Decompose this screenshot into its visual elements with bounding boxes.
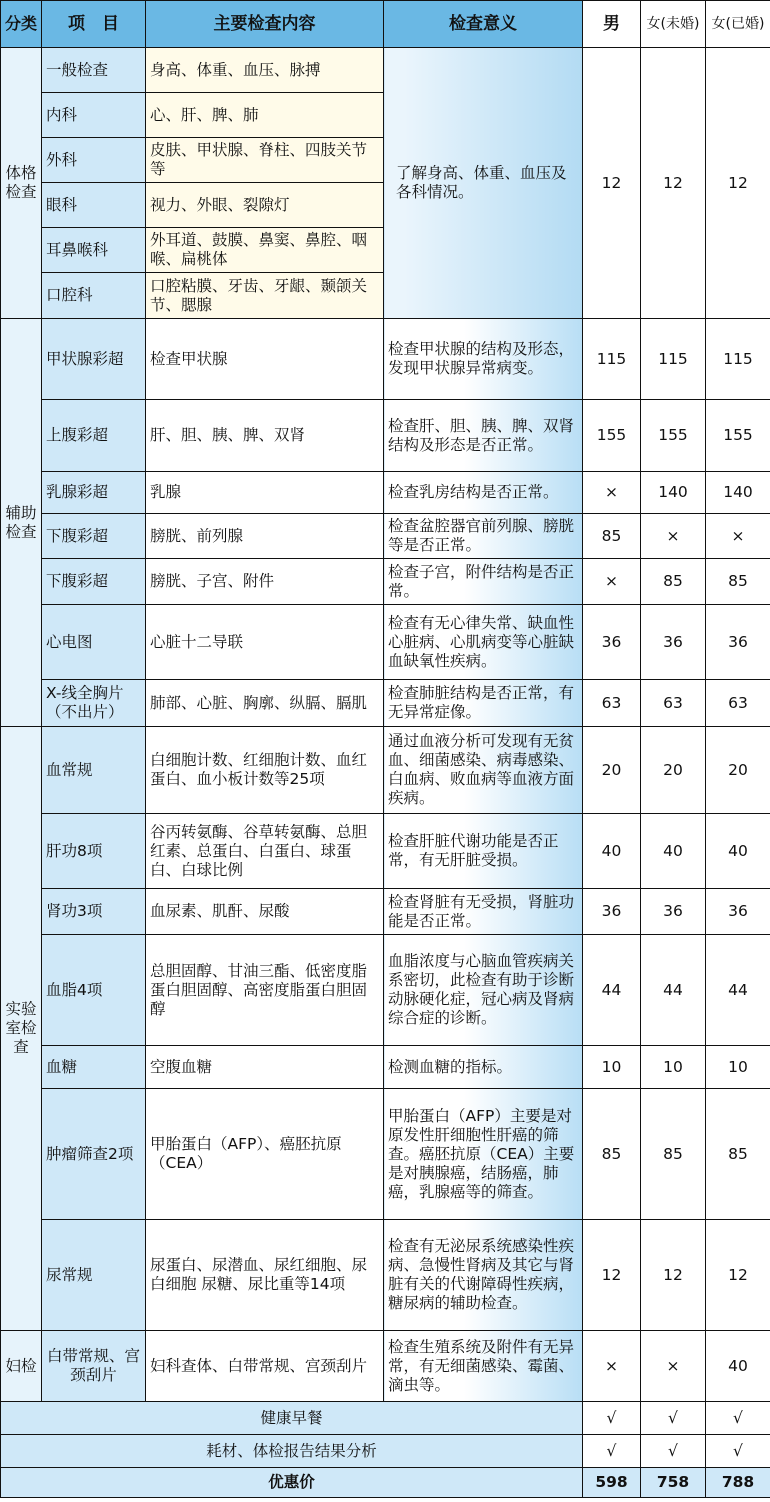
table-row xyxy=(1,1331,770,1402)
price-male: 115 xyxy=(583,319,641,400)
total-label: 优惠价 xyxy=(1,1468,583,1498)
table-row xyxy=(1,472,770,514)
total-female-unmarried: 758 xyxy=(641,1468,706,1498)
item-content: 膀胱、前列腺 xyxy=(146,514,384,559)
item-content: 乳腺 xyxy=(146,472,384,514)
category-lab: 实验室检查 xyxy=(1,727,42,1331)
item-meaning: 血脂浓度与心脑血管疾病关系密切，此检查有助于诊断动脉硬化症，冠心病及肾病综合症的诊断。 xyxy=(384,935,583,1046)
physical-price-female-married: 12 xyxy=(706,48,770,319)
table-row xyxy=(1,1435,770,1468)
item-meaning: 检查有无泌尿系统感染性疾病、急慢性肾病及其它与肾脏有关的代谢障碍性疾病，糖尿病的辅助检查。 xyxy=(384,1220,583,1331)
item-name: 甲状腺彩超 xyxy=(42,319,146,400)
price-male: × xyxy=(583,559,641,605)
table-row xyxy=(1,559,770,605)
item-name: 尿常规 xyxy=(42,1220,146,1331)
price-male: × xyxy=(583,472,641,514)
table-row xyxy=(1,1046,770,1089)
item-name: 白带常规、宫颈刮片 xyxy=(42,1331,146,1402)
price-female-married: 85 xyxy=(706,1089,770,1220)
price-male: 36 xyxy=(583,605,641,680)
price-male: × xyxy=(583,1331,641,1402)
item-content: 膀胱、子宫、附件 xyxy=(146,559,384,605)
item-name: 心电图 xyxy=(42,605,146,680)
check-female-unmarried: √ xyxy=(641,1435,706,1468)
price-female-married: 10 xyxy=(706,1046,770,1089)
price-female-unmarried: 10 xyxy=(641,1046,706,1089)
item-content: 尿蛋白、尿潜血、尿红细胞、尿白细胞 尿糖、尿比重等14项 xyxy=(146,1220,384,1331)
item-name: 乳腺彩超 xyxy=(42,472,146,514)
item-meaning: 检查生殖系统及附件有无异常，有无细菌感染、霉菌、滴虫等。 xyxy=(384,1331,583,1402)
table-row xyxy=(1,319,770,400)
item-content: 检查甲状腺 xyxy=(146,319,384,400)
category-gyn: 妇检 xyxy=(1,1331,42,1402)
price-female-married: 12 xyxy=(706,1220,770,1331)
check-male: √ xyxy=(583,1402,641,1435)
table-row xyxy=(1,1089,770,1220)
item-name: 肝功8项 xyxy=(42,814,146,889)
price-female-unmarried: × xyxy=(641,1331,706,1402)
price-female-married: 115 xyxy=(706,319,770,400)
price-female-married: 40 xyxy=(706,1331,770,1402)
item-content: 血尿素、肌酐、尿酸 xyxy=(146,889,384,935)
item-content: 身高、体重、血压、脉搏 xyxy=(146,48,384,93)
price-male: 20 xyxy=(583,727,641,814)
category-auxiliary: 辅助检查 xyxy=(1,319,42,727)
check-male: √ xyxy=(583,1435,641,1468)
item-content: 肺部、心脏、胸廓、纵膈、膈肌 xyxy=(146,680,384,727)
item-name: 眼科 xyxy=(42,183,146,228)
item-content: 皮肤、甲状腺、脊柱、四肢关节等 xyxy=(146,138,384,183)
price-male: 36 xyxy=(583,889,641,935)
item-name: 外科 xyxy=(42,138,146,183)
item-name: 下腹彩超 xyxy=(42,559,146,605)
item-name: 肾功3项 xyxy=(42,889,146,935)
item-content: 心、肝、脾、肺 xyxy=(146,93,384,138)
price-male: 40 xyxy=(583,814,641,889)
header-row xyxy=(1,1,770,48)
item-name: 下腹彩超 xyxy=(42,514,146,559)
header-content: 主要检查内容 xyxy=(146,1,384,48)
item-content: 空腹血糖 xyxy=(146,1046,384,1089)
item-meaning: 检查肾脏有无受损，肾脏功能是否正常。 xyxy=(384,889,583,935)
check-female-married: √ xyxy=(706,1402,770,1435)
extra-label: 健康早餐 xyxy=(1,1402,583,1435)
item-content: 口腔粘膜、牙齿、牙龈、颞颌关节、腮腺 xyxy=(146,273,384,319)
item-meaning: 检查有无心律失常、缺血性心脏病、心肌病变等心脏缺血缺氧性疾病。 xyxy=(384,605,583,680)
price-female-unmarried: 40 xyxy=(641,814,706,889)
price-female-unmarried: 85 xyxy=(641,1089,706,1220)
table-row xyxy=(1,727,770,814)
table-row xyxy=(1,1402,770,1435)
price-female-married: 85 xyxy=(706,559,770,605)
header-category: 分类 xyxy=(1,1,42,48)
physical-price-female-unmarried: 12 xyxy=(641,48,706,319)
header-female-unmarried: 女(未婚) xyxy=(641,1,706,48)
item-content: 肝、胆、胰、脾、双肾 xyxy=(146,400,384,472)
price-female-married: 36 xyxy=(706,889,770,935)
item-meaning: 检查肝、胆、胰、脾、双肾结构及形态是否正常。 xyxy=(384,400,583,472)
table-row xyxy=(1,48,770,93)
header-male: 男 xyxy=(583,1,641,48)
item-name: 一般检查 xyxy=(42,48,146,93)
price-female-married: 44 xyxy=(706,935,770,1046)
item-name: 血糖 xyxy=(42,1046,146,1089)
price-female-married: × xyxy=(706,514,770,559)
price-female-married: 63 xyxy=(706,680,770,727)
price-female-unmarried: 20 xyxy=(641,727,706,814)
price-male: 85 xyxy=(583,1089,641,1220)
table-row xyxy=(1,400,770,472)
item-name: 耳鼻喉科 xyxy=(42,228,146,273)
total-row xyxy=(1,1468,770,1498)
item-meaning: 通过血液分析可发现有无贫血、细菌感染、病毒感染、白血病、败血病等血液方面疾病。 xyxy=(384,727,583,814)
item-meaning: 检查肝脏代谢功能是否正常，有无肝脏受损。 xyxy=(384,814,583,889)
table-row xyxy=(1,680,770,727)
item-content: 谷丙转氨酶、谷草转氨酶、总胆红素、总蛋白、白蛋白、球蛋白、白球比例 xyxy=(146,814,384,889)
price-female-married: 20 xyxy=(706,727,770,814)
price-female-unmarried: 140 xyxy=(641,472,706,514)
price-male: 44 xyxy=(583,935,641,1046)
extra-label: 耗材、体检报告结果分析 xyxy=(1,1435,583,1468)
price-male: 63 xyxy=(583,680,641,727)
price-male: 12 xyxy=(583,1220,641,1331)
price-female-married: 40 xyxy=(706,814,770,889)
price-female-unmarried: 36 xyxy=(641,605,706,680)
item-name: 上腹彩超 xyxy=(42,400,146,472)
table-row xyxy=(1,889,770,935)
check-female-married: √ xyxy=(706,1435,770,1468)
item-meaning: 检测血糖的指标。 xyxy=(384,1046,583,1089)
item-content: 心脏十二导联 xyxy=(146,605,384,680)
header-item: 项 目 xyxy=(42,1,146,48)
header-female-married: 女(已婚) xyxy=(706,1,770,48)
header-meaning: 检查意义 xyxy=(384,1,583,48)
price-female-unmarried: 85 xyxy=(641,559,706,605)
item-meaning: 检查子宫，附件结构是否正常。 xyxy=(384,559,583,605)
item-meaning: 检查乳房结构是否正常。 xyxy=(384,472,583,514)
item-content: 妇科查体、白带常规、宫颈刮片 xyxy=(146,1331,384,1402)
table-row xyxy=(1,514,770,559)
price-female-unmarried: 63 xyxy=(641,680,706,727)
price-male: 155 xyxy=(583,400,641,472)
item-content: 白细胞计数、红细胞计数、血红蛋白、血小板计数等25项 xyxy=(146,727,384,814)
item-name: 口腔科 xyxy=(42,273,146,319)
price-female-married: 140 xyxy=(706,472,770,514)
item-meaning: 检查盆腔器官前列腺、膀胱等是否正常。 xyxy=(384,514,583,559)
price-female-unmarried: 155 xyxy=(641,400,706,472)
price-female-unmarried: 36 xyxy=(641,889,706,935)
table-row xyxy=(1,1220,770,1331)
item-meaning: 甲胎蛋白（AFP）主要是对原发性肝细胞性肝癌的筛查。癌胚抗原（CEA）主要是对胰腺癌，结肠癌，肺癌，乳腺癌等的筛查。 xyxy=(384,1089,583,1220)
price-female-married: 36 xyxy=(706,605,770,680)
item-name: 血常规 xyxy=(42,727,146,814)
price-female-unmarried: 115 xyxy=(641,319,706,400)
total-male: 598 xyxy=(583,1468,641,1498)
item-content: 视力、外眼、裂隙灯 xyxy=(146,183,384,228)
category-physical: 体格检查 xyxy=(1,48,42,319)
check-female-unmarried: √ xyxy=(641,1402,706,1435)
physical-meaning: 了解身高、体重、血压及各科情况。 xyxy=(384,48,583,319)
item-name: 血脂4项 xyxy=(42,935,146,1046)
total-female-married: 788 xyxy=(706,1468,770,1498)
table-row xyxy=(1,814,770,889)
physical-price-male: 12 xyxy=(583,48,641,319)
price-male: 85 xyxy=(583,514,641,559)
item-content: 甲胎蛋白（AFP）、癌胚抗原（CEA） xyxy=(146,1089,384,1220)
item-content: 总胆固醇、甘油三酯、低密度脂蛋白胆固醇、高密度脂蛋白胆固醇 xyxy=(146,935,384,1046)
item-meaning: 检查肺脏结构是否正常，有无异常症像。 xyxy=(384,680,583,727)
item-name: 肿瘤筛查2项 xyxy=(42,1089,146,1220)
item-name: X-线全胸片（不出片） xyxy=(42,680,146,727)
price-female-unmarried: 44 xyxy=(641,935,706,1046)
price-female-married: 155 xyxy=(706,400,770,472)
item-name: 内科 xyxy=(42,93,146,138)
table-row xyxy=(1,605,770,680)
item-meaning: 检查甲状腺的结构及形态，发现甲状腺异常病变。 xyxy=(384,319,583,400)
item-content: 外耳道、鼓膜、鼻窦、鼻腔、咽喉、扁桃体 xyxy=(146,228,384,273)
table-row xyxy=(1,935,770,1046)
price-male: 10 xyxy=(583,1046,641,1089)
price-female-unmarried: × xyxy=(641,514,706,559)
price-female-unmarried: 12 xyxy=(641,1220,706,1331)
